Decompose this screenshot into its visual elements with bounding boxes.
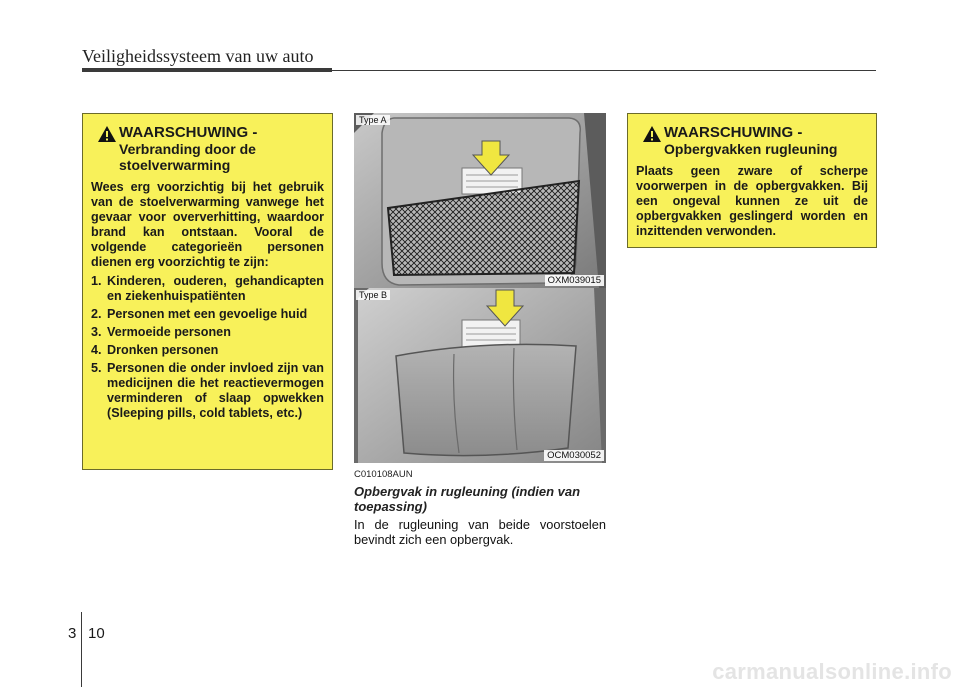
section-title: Opbergvak in rugleuning (indien van toepassing)	[354, 484, 581, 514]
list-item-number: 3.	[91, 325, 102, 339]
list-item-number: 1.	[91, 274, 102, 288]
page-header-title: Veiligheidssysteem van uw auto	[82, 46, 314, 66]
warning-triangle-icon	[642, 125, 662, 143]
warning-header	[636, 124, 868, 157]
list-item-text: Personen met een gevoelige huid	[107, 307, 308, 321]
figure-code: OXM039015	[545, 275, 604, 286]
watermark: carmanualsonline.info	[712, 659, 952, 684]
warning-box-seatback-pockets	[627, 113, 877, 248]
warning-box-seat-heating	[82, 113, 333, 470]
figure-code: OCM030052	[544, 450, 604, 461]
list-item	[91, 361, 324, 421]
header-rule-thin	[332, 70, 876, 71]
list-item	[91, 307, 324, 322]
warning-subtitle: Opbergvakken rugleuning	[664, 141, 838, 157]
figure-type-b	[354, 288, 606, 463]
warning-list	[91, 274, 324, 421]
list-item-text: Personen die onder invloed zijn van medicijnen die het reactievermogen verminderen of slaap opwekken (Sleeping pills, cold tablets, etc.)	[107, 361, 324, 420]
warning-body: Wees erg voorzichtig bij het gebruik van de stoelverwarming vanwege het gevaar voor oververhitting, waardoor brand kan ontstaan. Vooral de volgende categorieën personen dienen erg voorzichtig te zijn:	[91, 180, 324, 269]
page-number: 10	[88, 625, 105, 642]
list-item-text: Kinderen, ouderen, gehandicapten en ziekenhuispatiënten	[107, 274, 324, 303]
list-item-number: 2.	[91, 307, 102, 321]
list-item-number: 5.	[91, 361, 102, 375]
list-item	[91, 343, 324, 358]
section-code: C010108AUN	[354, 469, 413, 480]
footer-rule	[81, 612, 82, 687]
seatback-leather-pocket-illustration	[354, 288, 606, 463]
section-body: In de rugleuning van beide voorstoelen bevindt zich een opbergvak.	[354, 517, 606, 547]
warning-header	[91, 124, 324, 173]
list-item-number: 4.	[91, 343, 102, 357]
header-rule	[82, 68, 332, 72]
list-item	[91, 325, 324, 340]
list-item-text: Dronken personen	[107, 343, 219, 357]
warning-title: WAARSCHUWING -	[119, 124, 258, 141]
figure-type-label: Type B	[356, 290, 390, 300]
seatback-net-pocket-illustration	[354, 113, 606, 288]
warning-title: WAARSCHUWING -	[664, 124, 803, 141]
warning-subtitle: Verbranding door de stoelverwarming	[119, 141, 256, 173]
warning-triangle-icon	[97, 125, 117, 143]
figure-type-a	[354, 113, 606, 288]
list-item-text: Vermoeide personen	[107, 325, 231, 339]
list-item	[91, 274, 324, 304]
warning-body: Plaats geen zware of scherpe voorwerpen in de opbergvakken. Bij een ongeval kunnen ze uit de opbergvakken geslingerd worden en inzittenden verwonden.	[636, 164, 868, 238]
figure-type-label: Type A	[356, 115, 390, 125]
page-chapter: 3	[68, 625, 77, 642]
